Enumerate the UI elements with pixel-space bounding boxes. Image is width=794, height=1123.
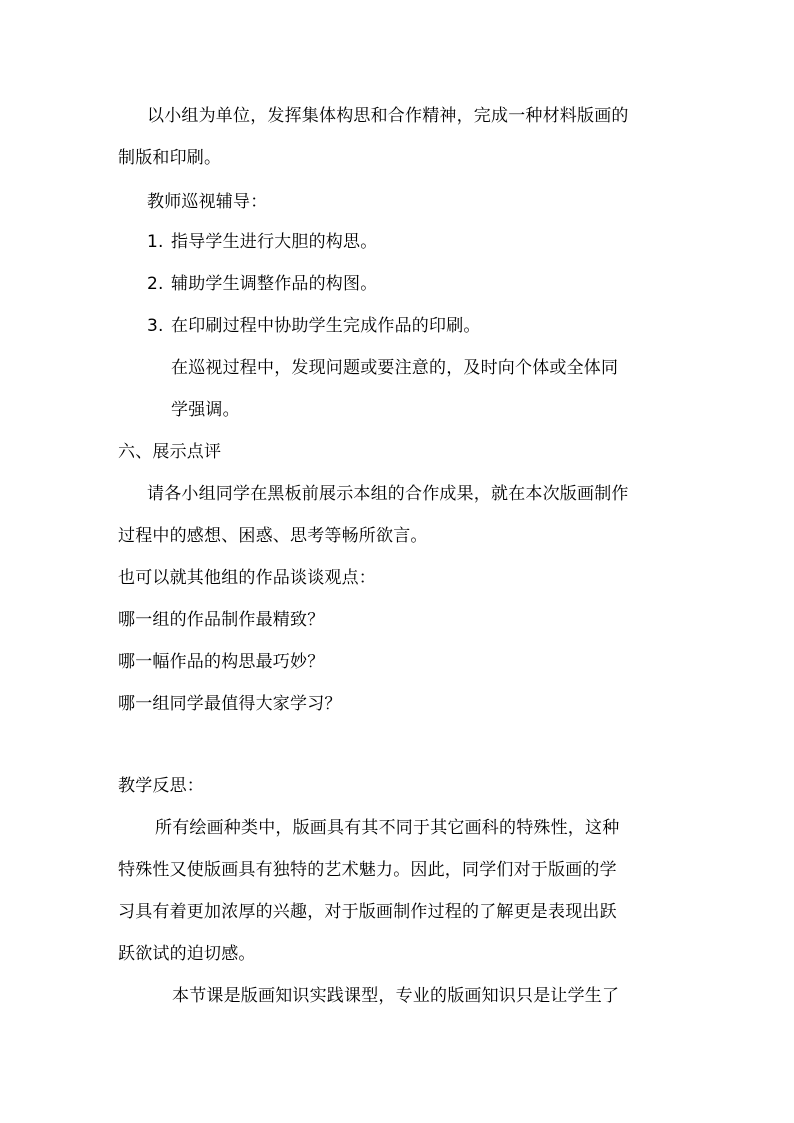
section-heading: 六、展示点评 (118, 442, 222, 462)
paragraph-line: 制版和印刷。 (118, 148, 222, 168)
question-line: 哪一组的作品制作最精致？ (118, 610, 325, 630)
list-item (147, 272, 377, 296)
section-label: 教师巡视辅导： (147, 192, 268, 212)
list-item-text: 在印刷过程中协助学生完成作品的印刷。 (171, 316, 481, 336)
list-number: 3. (147, 316, 164, 336)
paragraph-line: 过程中的感想、困惑、思考等畅所欲言。 (118, 526, 428, 546)
paragraph-line: 跃欲试的迫切感。 (118, 944, 256, 964)
section-heading: 教学反思： (118, 776, 204, 796)
list-item (147, 314, 481, 338)
paragraph-line: 特殊性又使版画具有独特的艺术魅力。因此，同学们对于版画的学 (118, 860, 617, 880)
paragraph-line: 所有绘画种类中，版画具有其不同于其它画科的特殊性，这种 (155, 818, 620, 838)
paragraph-line: 学强调。 (171, 400, 240, 420)
paragraph-line: 在巡视过程中，发现问题或要注意的，及时向个体或全体同 (171, 358, 619, 378)
question-line: 哪一幅作品的构思最巧妙？ (118, 652, 325, 672)
paragraph-line: 也可以就其他组的作品谈谈观点： (118, 568, 376, 588)
list-item-text: 辅助学生调整作品的构图。 (171, 274, 378, 294)
list-item (147, 230, 377, 254)
list-item-text: 指导学生进行大胆的构思。 (171, 232, 378, 252)
list-number: 1. (147, 232, 164, 252)
paragraph-line: 请各小组同学在黑板前展示本组的合作成果，就在本次版画制作 (147, 484, 629, 504)
list-number: 2. (147, 274, 164, 294)
paragraph-line: 以小组为单位，发挥集体构思和合作精神，完成一种材料版画的 (147, 106, 629, 126)
paragraph-line: 本节课是版画知识实践课型，专业的版画知识只是让学生了 (172, 986, 620, 1006)
paragraph-line: 习具有着更加浓厚的兴趣，对于版画制作过程的了解更是表现出跃 (118, 902, 617, 922)
question-line: 哪一组同学最值得大家学习？ (118, 694, 342, 714)
